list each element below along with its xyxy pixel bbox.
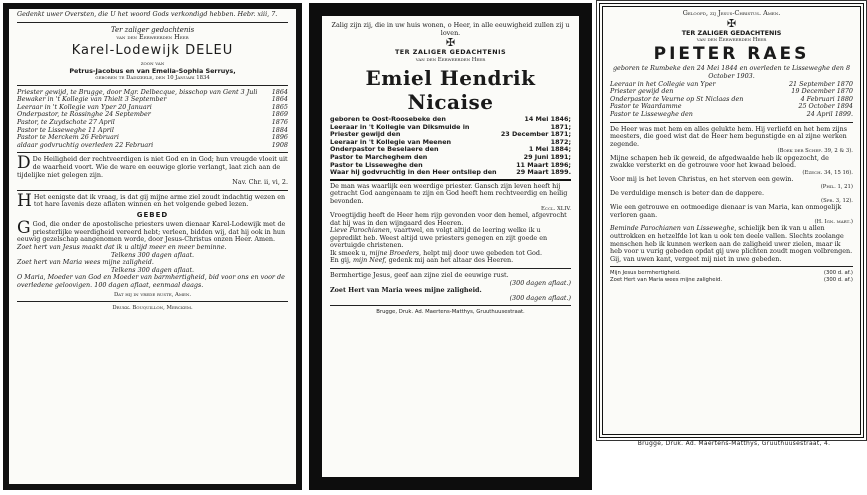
career-date: 24 April 1899.	[806, 110, 853, 119]
career-text: Leeraar in het Collegie van Yper	[610, 79, 716, 88]
card3-body-5-ref: (H. Ign. mart.)	[814, 219, 853, 226]
card1-verse1-ref: Nav. Chr. ii, vi, 2.	[232, 178, 288, 187]
card3-career-list	[610, 81, 853, 119]
card2-body-5: En gij, mijn Neef, gedenk mij aan het altaar des Heeren.	[330, 256, 514, 265]
card2-indulgence-2-note: (300 dagen aflaat.)	[509, 293, 571, 302]
card1-son-of: zoon van	[140, 61, 165, 68]
card2-subtitle: van den Eerweerden Heer	[415, 56, 486, 63]
card1-motto: Gedenkt uwer Oversten, die U het woord Gods verkondigd hebben. Hebr. xiii, 7.	[17, 10, 278, 18]
career-date: 25 October 1894	[798, 102, 853, 111]
career-date: 1896	[271, 133, 288, 142]
career-text: Pastor te Lisseweghe den	[330, 160, 423, 169]
c1career-row	[17, 142, 288, 150]
card2-title: TER ZALIGER GEDACHTENIS	[394, 48, 507, 57]
card1-career-list	[17, 89, 288, 150]
career-date: 1864	[271, 95, 288, 104]
card2-died: Waar hij godvruchtig in den Heer ontsliep den 29 Maart 1899.	[330, 168, 571, 177]
card2-indulgence-1: Bermhertige Jesus, geef aan zijne ziel de eeuwige rust.	[330, 271, 509, 280]
card3-cross-icon: ✠	[726, 16, 737, 30]
career-date: 4 Februari 1880	[800, 94, 853, 103]
career-date: 21 September 1870	[788, 79, 853, 88]
career-date: 29 Juni 1891;	[523, 153, 571, 162]
card3-body-6: Beminde Parochianen van Lisseweghe, schielijk ben ik van u allen outtrokken en hetzelfde lot kan u ook ten deele vallen. Slechts zoolange menschen heb ik kunnen werken aan de zaligheid uwer zielen, maar ik heb voor u vurig gebeden opdat gij uwe plichten zoudt mogen volbrengen. Gij, van uwen kant, vergeet mij niet in uwe gebeden.	[610, 224, 853, 263]
c3career-row	[610, 111, 853, 119]
career-date: 1884	[271, 125, 288, 134]
card2-body-1: De man was waarlijk een weerdige priester. Gansch zijn leven heeft hij getracht God aangenaam te zijn en God heeft hem rechtveerdig en heilig bevonden.	[330, 181, 568, 206]
card1-indulgence-2-note: Telkens 300 dagen aflaat.	[110, 265, 195, 274]
memorial-card-deleu	[3, 3, 302, 490]
card3-body-5: Wie een getrouwe en ootmoedige dienaar is van Maria, kan onmogelijk verloren gaan.	[610, 202, 842, 219]
card2-printer: Brugge, Druk. Ad. Maertens-Matthys, Gruuthuusestraat.	[376, 309, 525, 316]
career-date: 1871;	[550, 122, 571, 131]
card1-indulgence-1-note: Telkens 300 dagen aflaat.	[110, 250, 195, 259]
card1-printer: Drukk. Bouquillon, Merckem.	[112, 304, 193, 311]
career-text: geboren te Oost-Roosebeke den	[330, 115, 446, 124]
career-date: 1876	[271, 118, 288, 127]
career-text: Pastor te Marcheghem den	[330, 153, 428, 162]
career-text: Priester gewijd den	[610, 87, 674, 96]
career-text: aldaar godvruchtig overleden 22 Februari	[17, 140, 154, 149]
card1-title: Ter zaliger gedachtenis	[110, 25, 195, 34]
card1-parents: Petrus-Jacobus en van Emelia-Sophia Serruys,	[69, 66, 236, 75]
career-text: Pastor te Lisseweghe den	[610, 110, 693, 119]
card2-indulgence-1-note: (300 dagen aflaat.)	[509, 278, 571, 287]
card1-rip: Dat hij in vrede ruste, Amen.	[113, 291, 192, 298]
card2-body-1-ref: Eccl. XLIV.	[541, 205, 571, 212]
memorial-card-nicaise	[309, 3, 592, 490]
card1-verse2: H Het eenigste dat ik vraag, is dat gij mijne arme ziel zoudt indachtig wezen en tot hare lavenis deze aflaten winnen en het volgende gebed lezen.	[17, 190, 286, 211]
card2-cross-icon: ✠	[445, 36, 456, 50]
card1-prayer: G God, die onder de apostolische priesters uwen dienaar Karel-Lodewijk met de priesterlijke weerdigheid vereerd hebt; verleen, bidden wij, dat hij ook in hun eeuwig gezelschap aangenomen worde, door Jesus-Christus onzen Heer. Amen.	[17, 218, 286, 244]
career-date: 1908	[271, 140, 288, 149]
card3-motto: Geloofd, zij Jesus-Christus. Amen.	[682, 9, 781, 17]
career-text: Leeraar in 't Kollegie van Meenen	[330, 137, 452, 146]
career-text: Pastor te Waardamme	[610, 102, 682, 111]
career-date: 1869	[271, 110, 288, 119]
career-text: Pastor te Merckem 26 Februari	[17, 133, 119, 142]
card1-subtitle: van den Eerweerden Heer	[116, 32, 189, 41]
career-text: Leeraar in 't Kollegie van Diksmuide in	[330, 122, 470, 131]
card2-body-2: Vroegtijdig heeft de Heer hem rijp gevonden voor den hemel, afgevrocht dat hij was in den wijngaard des Heeren.	[330, 210, 567, 227]
card3-born: geboren te Rumbeke den 24 Mei 1844 en overleden te Lisseweghe den 8 October 1903.	[612, 64, 851, 81]
memorial-card-raes	[599, 3, 864, 438]
card3-body-2-ref: (Ezech. 34, 15 16).	[802, 169, 853, 176]
career-date: 1 Mei 1884;	[528, 145, 571, 154]
career-date: 19 December 1870	[791, 87, 853, 96]
card2-body-4: Ik smeek u, mijne Broeders, helpt mij door uwe gebeden tot God.	[330, 248, 542, 257]
career-text: Pastor, te Zuydschote 27 April	[17, 118, 115, 127]
career-text: Onderpastor, te Rossinghe 24 September	[17, 110, 151, 119]
card3-indulgence-2: Zoet Hert van Maria wees mijne zaligheid. (300 d. af.)	[610, 276, 853, 283]
card3-subtitle: van den Eerweerden Heer	[696, 37, 767, 44]
card2-indulgence-2: Zoet Hert van Maria wees mijne zaligheid.	[330, 286, 482, 295]
card3-name: PIETER RAES	[653, 44, 810, 65]
card3-indulgence-1: Mijn Jesus bermhertigheid. (300 d. af.)	[610, 270, 853, 277]
card3-printer: Brugge, Druk. Ad. Maertens-Matthys, Gruuthuusestraat, 4.	[637, 440, 831, 447]
career-text: Onderpastor te Veurne op St Niclaas den	[610, 94, 744, 103]
card1-indulgence-1: Zoet hert van Jesus maakt dat ik u altijd meer en meer beminne.	[17, 243, 227, 252]
card3-body-3-ref: (Phil. 1, 21)	[820, 183, 853, 190]
card3-body-2: Mijne schapen heb ik geweid, de afgedwaalde heb ik opgezocht, de zwakke versterkt en de getrouwe voor het kwaad beloed.	[610, 153, 829, 170]
card2-verse: Zalig zijn zij, die in uw huis wonen, o Heer, in alle eeuwigheid zullen zij u loven.	[331, 21, 570, 37]
card1-name: Karel-Lodewijk DELEU	[71, 43, 234, 59]
career-text: Onderpastor te Beselaere den	[330, 145, 439, 154]
career-date: 14 Mei 1846;	[524, 115, 571, 124]
card1-born: geboren te Dadizeele, den 10 Januari 1834	[95, 75, 210, 82]
card1-verse1: D De Heiligheid der rechtveerdigen is niet God en in God; hun vreugde vloeit uit de waarheid voort. Wie de ware en eeuwige glorie verlangt, laat zich aan de tijdelijke niet gelegen zijn.	[17, 153, 288, 179]
card3-body-4: De verduldige mensch is beter dan de dappere.	[610, 189, 764, 198]
card2-name: Emiel Hendrik Nicaise	[365, 66, 536, 115]
card1-indulgence-3: O Maria, Moeder van God en Moeder van barmhertigheid, bid voor ons en voor de overledene geloovigen. 100 dagen aflaat, eenmaal daags.	[17, 273, 285, 290]
card3-title: TER ZALIGER GEDACHTENIS	[681, 28, 782, 37]
card2-body-3: Lieve Parochianen, vaartwel, en volgt altijd de leering welke ik u gepredikt heb. Weest altijd uwe priesters genegen en zijt goede en overtuigde christenen.	[330, 226, 548, 250]
card3-body-1: De Heer was met hem en alles gelukte hem. Hij verliefd en het hem zijns meesters, die goed wist dat de Heer hem begunstigde en al zijne werken zegende.	[610, 124, 848, 148]
career-text: Bewaker in 't Kollegie van Thielt 3 September	[17, 95, 167, 104]
career-text: Leeraar in 't Kollegie van Yper 20 Januari	[17, 102, 152, 111]
card3-body-1-ref: (Boek der Schep. 39, 2 & 3).	[777, 148, 853, 155]
career-date: 1865	[271, 102, 288, 111]
card2-career-list	[330, 116, 571, 169]
card1-indulgence-2: Zoet hert van Maria wees mijne zaligheid.	[17, 258, 154, 267]
card3-body-3: Voor mij is het leven Christus, en het sterven een gewin.	[610, 175, 794, 184]
career-text: Pastor te Lisseweghe 11 April	[17, 125, 114, 134]
card3-body-4-ref: (Spr. 3, 12).	[821, 197, 853, 204]
career-text: Priester gewijd den	[330, 130, 401, 139]
career-date: 1864	[271, 87, 288, 96]
career-date: 1872;	[550, 137, 571, 146]
career-date: 11 Maart 1896;	[516, 160, 571, 169]
career-text: Priester gewijd, te Brugge, door Mgr. Delbecque, bisschop van Gent 3 Juli	[17, 87, 258, 96]
card1-prayer-title: GEBED	[136, 210, 169, 219]
career-date: 23 December 1871;	[500, 130, 571, 139]
